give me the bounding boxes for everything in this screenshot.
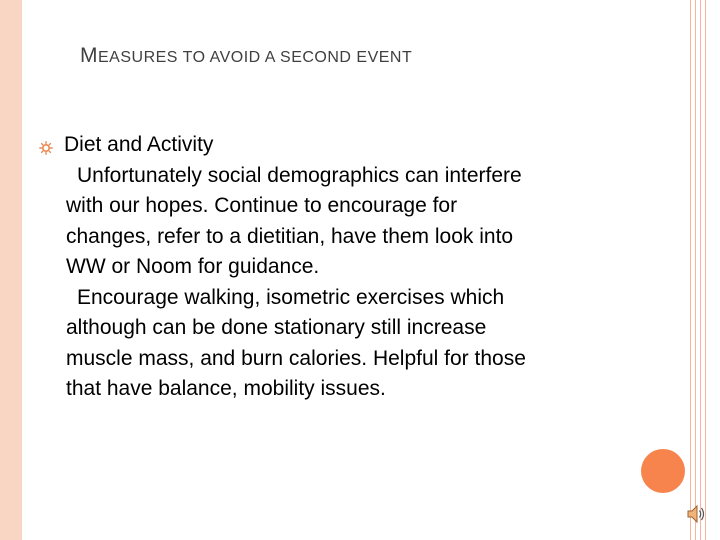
right-border-line: [695, 0, 696, 540]
paragraph-line: muscle mass, and burn calories. Helpful for those: [66, 346, 526, 370]
paragraph-line: Encourage walking, isometric exercises which: [77, 285, 505, 309]
paragraph: [66, 283, 624, 405]
paragraph-line: Unfortunately social demographics can interfere: [77, 163, 522, 187]
bullet-heading: Diet and Activity: [64, 133, 214, 156]
paragraph-line: with our hopes. Continue to encourage for: [66, 194, 458, 217]
title-rest: EASURES TO AVOID A SECOND EVENT: [98, 49, 413, 66]
title-initial: M: [80, 44, 98, 67]
right-border-line: [700, 0, 701, 540]
bullet-content: [64, 130, 624, 405]
slide-title: [80, 44, 640, 68]
paragraph-line: that have balance, mobility issues.: [66, 377, 386, 400]
paragraph-line: changes, refer to a dietitian, have them look into: [66, 224, 514, 248]
right-border-line: [690, 0, 691, 540]
paragraph: [66, 161, 624, 283]
paragraph-line: WW or Noom for guidance.: [66, 255, 320, 278]
accent-circle: [641, 449, 685, 493]
right-border-line: [705, 0, 706, 540]
paragraph-line: although can be done stationary still increase: [66, 316, 487, 339]
sun-bullet-icon: [39, 141, 53, 155]
speaker-icon[interactable]: [686, 503, 706, 525]
left-border-decoration: [0, 0, 22, 540]
